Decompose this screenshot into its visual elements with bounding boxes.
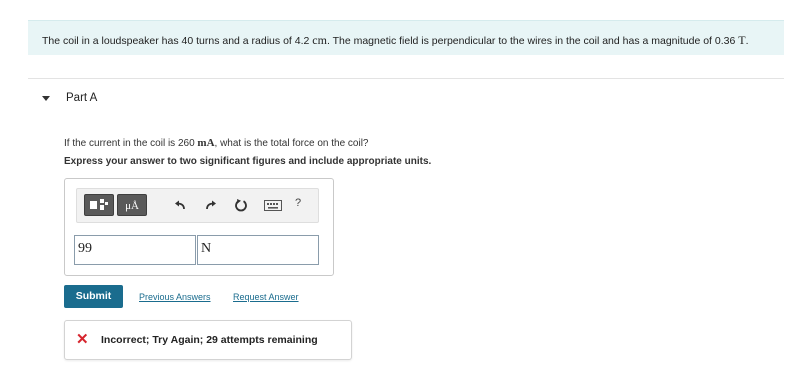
question-text — [64, 137, 369, 149]
math-toolbar — [76, 188, 319, 223]
submit-button[interactable]: Submit — [64, 285, 123, 308]
units-button[interactable] — [117, 194, 147, 216]
current-unit: mA — [197, 137, 215, 149]
problem-text-part: The coil in a loudspeaker has 40 turns and a radius of 4.2 — [42, 35, 313, 47]
redo-icon[interactable] — [204, 198, 218, 212]
radius-unit: cm — [312, 33, 327, 47]
question-text-part: , what is the total force on the coil? — [214, 138, 369, 149]
part-title[interactable]: Part A — [66, 92, 98, 104]
reset-icon[interactable] — [234, 198, 248, 212]
answer-box — [64, 178, 334, 276]
problem-statement — [28, 20, 784, 55]
problem-text — [42, 33, 749, 48]
answer-instruction: Express your answer to two significant figures and include appropriate units. — [64, 156, 432, 167]
problem-text-part: . — [745, 35, 749, 47]
feedback-box — [64, 320, 352, 360]
previous-answers-link[interactable]: Previous Answers — [139, 292, 211, 302]
request-answer-link[interactable]: Request Answer — [233, 292, 299, 302]
collapse-caret-icon[interactable] — [42, 96, 50, 101]
field-unit: T — [738, 33, 746, 47]
keyboard-icon[interactable] — [264, 198, 282, 212]
divider — [28, 78, 784, 79]
question-text-part: If the current in the coil is 260 — [64, 138, 198, 149]
undo-icon[interactable] — [173, 198, 187, 212]
answer-value-input[interactable]: 99 — [74, 235, 196, 265]
units-button-label: μÅ — [125, 200, 139, 212]
feedback-message: Incorrect; Try Again; 29 attempts remaining — [101, 334, 318, 346]
templates-icon — [84, 194, 114, 216]
answer-units-input[interactable]: N — [197, 235, 319, 265]
x-icon: ✕ — [76, 331, 89, 348]
templates-button[interactable] — [84, 194, 114, 216]
problem-text-part: . The magnetic field is perpendicular to the wires in the coil and has a magnitude of 0.36 — [326, 35, 739, 47]
help-icon[interactable]: ? — [295, 197, 302, 209]
